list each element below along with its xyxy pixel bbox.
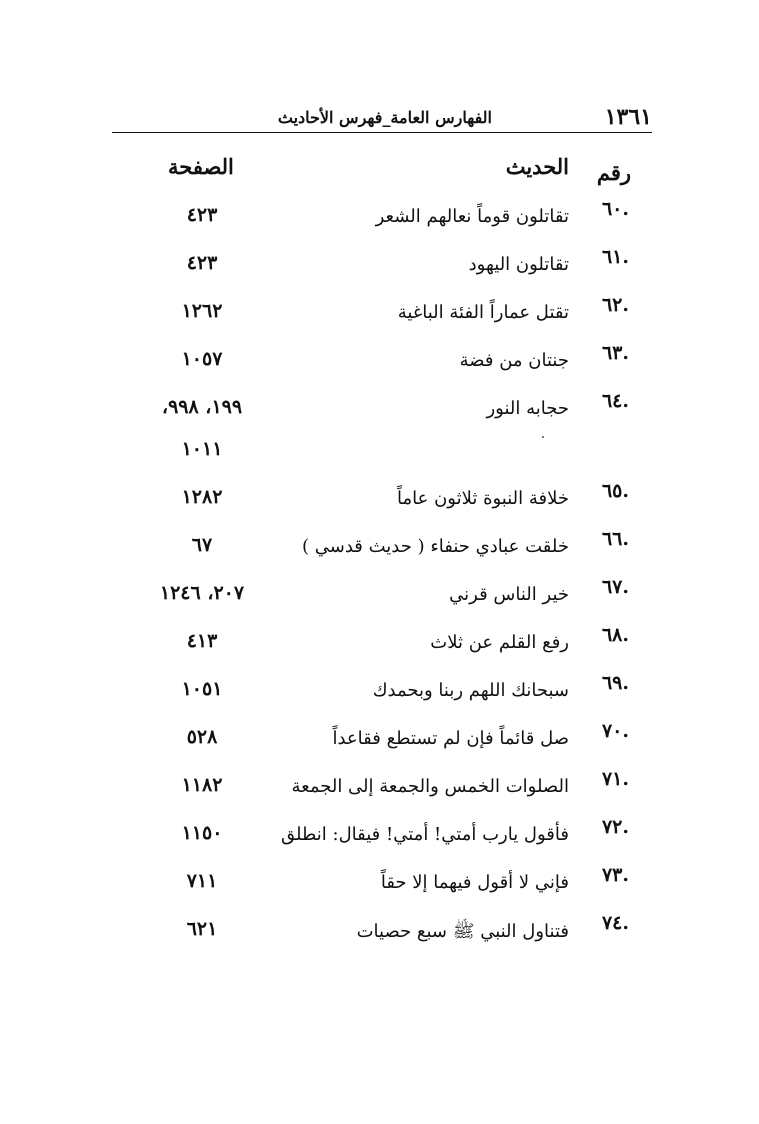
- hadith-text: تقاتلون قوماً نعالهم الشعر: [375, 206, 569, 227]
- index-row: [0, 622, 759, 670]
- entry-number: .٧٣: [601, 864, 629, 886]
- running-head: [112, 104, 652, 133]
- hadith-text: صل قائماً فإن لم تستطع فقاعداً: [332, 728, 569, 749]
- page-reference: ٤٢٣: [186, 252, 218, 274]
- page-reference: ٧١١: [186, 870, 218, 892]
- hadith-text: الصلوات الخمس والجمعة إلى الجمعة: [291, 776, 569, 797]
- hadith-text: تقتل عماراً الفئة الباغية: [397, 302, 569, 323]
- index-row: [0, 340, 759, 388]
- hadith-text: فتناول النبي ﷺ سبع حصيات: [356, 921, 569, 942]
- hadith-text: خلقت عبادي حنفاء ( حديث قدسي ): [301, 536, 569, 557]
- page-reference: ١٩٩، ٩٩٨،: [161, 396, 243, 418]
- entry-number: .٦٢: [601, 294, 629, 316]
- entry-number: .٦٥: [601, 480, 629, 502]
- hadith-text: جنتان من فضة: [459, 350, 569, 371]
- index-row: [0, 910, 759, 958]
- hadith-text: تقاتلون اليهود: [468, 254, 569, 275]
- page-reference: ٦٢١: [186, 918, 218, 940]
- index-row: [0, 388, 759, 436]
- index-row: [0, 718, 759, 766]
- hadith-text: رفع القلم عن ثلاث: [430, 632, 569, 653]
- hadith-text: خلافة النبوة ثلاثون عاماً: [397, 488, 569, 509]
- page-reference-continued: ١٠١١: [181, 438, 223, 460]
- page-reference: ١١٨٢: [181, 774, 223, 796]
- hadith-text: حجابه النور: [486, 398, 569, 419]
- column-header-page: الصفحة: [168, 154, 234, 179]
- index-row: [0, 526, 759, 574]
- page-reference: ١٠٥١: [181, 678, 223, 700]
- hadith-text: خير الناس قرني: [449, 584, 569, 605]
- hadith-text: فإني لا أقول فيهما إلا حقاً: [380, 872, 569, 893]
- entry-number: .٦٤: [601, 390, 629, 412]
- entry-number: .٦٩: [601, 672, 629, 694]
- page-reference: ١٢٦٢: [181, 300, 223, 322]
- index-row: [0, 196, 759, 244]
- page-number: ١٣٦١: [604, 104, 652, 130]
- index-row: [0, 292, 759, 340]
- page-reference: ٤٢٣: [186, 204, 218, 226]
- page-reference: ٥٢٨: [186, 726, 218, 748]
- entry-number: .٦٧: [601, 576, 629, 598]
- index-row: [0, 478, 759, 526]
- entry-number: .٧٢: [601, 816, 629, 838]
- entry-number: .٦٨: [601, 624, 629, 646]
- index-row: [0, 862, 759, 910]
- entry-number: .٧٤: [601, 912, 629, 934]
- page-reference: ١١٥٠: [181, 822, 223, 844]
- page-reference: ٢٠٧، ١٢٤٦: [159, 582, 245, 604]
- hadith-index-list: [0, 196, 759, 958]
- entry-number: .٦٦: [601, 528, 629, 550]
- column-headers: [0, 152, 759, 186]
- index-row-continuation: [0, 436, 759, 478]
- entry-number: .٧١: [601, 768, 629, 790]
- running-head-title: الفهارس العامة_فهرس الأحاديث: [277, 108, 492, 127]
- print-speck: [542, 436, 544, 438]
- page-reference: ٤١٣: [186, 630, 218, 652]
- page-reference: ١٢٨٢: [181, 486, 223, 508]
- hadith-text: فأقول يارب أمتي! أمتي! فيقال: انطلق: [281, 824, 569, 845]
- entry-number: .٦٣: [601, 342, 629, 364]
- column-header-number: رقم: [596, 160, 631, 185]
- page-reference: ١٠٥٧: [181, 348, 223, 370]
- entry-number: .٧٠: [601, 720, 629, 742]
- page-reference: ٦٧: [191, 534, 213, 556]
- index-row: [0, 670, 759, 718]
- entry-number: .٦١: [601, 246, 629, 268]
- index-row: [0, 814, 759, 862]
- hadith-text: سبحانك اللهم ربنا وبحمدك: [372, 680, 569, 701]
- index-row: [0, 766, 759, 814]
- column-header-hadith: الحديث: [505, 154, 569, 179]
- index-row: [0, 244, 759, 292]
- entry-number: .٦٠: [601, 198, 629, 220]
- index-row: [0, 574, 759, 622]
